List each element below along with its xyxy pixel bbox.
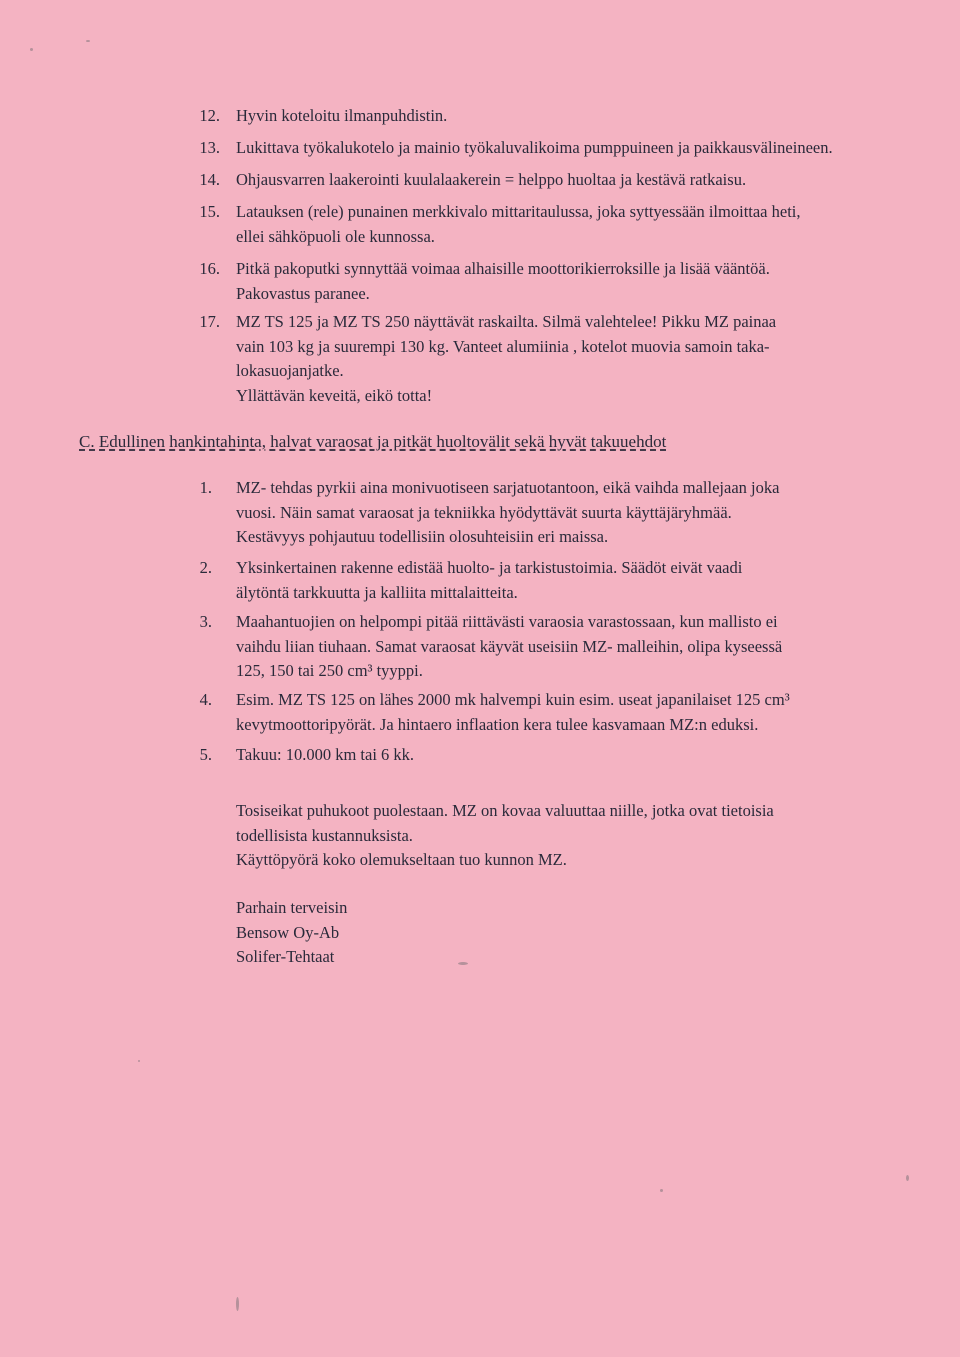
item-number: 2.	[199, 558, 212, 577]
item-line: 125, 150 tai 250 cm³ tyyppi.	[236, 661, 423, 680]
item-line: Kestävyys pohjautuu todellisiin olosuhteisiin eri maissa.	[236, 527, 609, 546]
item-text	[236, 168, 926, 193]
item-line: lokasuojanjatke.	[236, 361, 344, 380]
closing-paragraph	[236, 799, 774, 873]
item-line: Maahantuojien on helpompi pitää riittävästi varaosia varastossaan, kun mallisto ei	[236, 612, 778, 631]
item-number: 4.	[199, 690, 212, 709]
item-line: Pitkä pakoputki synnyttää voimaa alhaisille moottorikierroksille ja lisää vääntöä.	[236, 259, 770, 278]
item-text	[236, 310, 926, 408]
item-line: Esim. MZ TS 125 on lähes 2000 mk halvempi kuin esim. useat japanilaiset 125 cm³	[236, 690, 790, 709]
signature-line: Bensow Oy-Ab	[236, 922, 340, 942]
item-line: Yllättävän keveitä, eikö totta!	[236, 385, 433, 405]
paper-speck	[86, 40, 90, 42]
item-line: älytöntä tarkkuutta ja kalliita mittalaitteita.	[236, 582, 518, 602]
item-text	[236, 743, 926, 768]
item-number: 5.	[199, 745, 212, 764]
item-text	[236, 556, 926, 605]
item-line: MZ- tehdas pyrkii aina monivuotiseen sarjatuotantoon, eikä vaihda mallejaan joka	[236, 478, 780, 497]
item-text	[236, 610, 926, 684]
section-heading: C. Edullinen hankintahinta, halvat varaosat ja pitkät huoltovälit sekä hyvät takuuehdot	[79, 432, 667, 451]
item-number: 16.	[199, 259, 220, 278]
item-text	[236, 688, 926, 737]
item-text	[236, 104, 926, 129]
item-line: vain 103 kg ja suurempi 130 kg. Vanteet alumiinia , kotelot muovia samoin taka-	[236, 336, 770, 356]
item-line: Lukittava työkalukotelo ja mainio työkaluvalikoima pumppuineen ja paikkausvälineineen.	[236, 138, 833, 157]
item-text	[236, 200, 926, 249]
item-line: ellei sähköpuoli ole kunnossa.	[236, 226, 435, 246]
item-line: Latauksen (rele) punainen merkkivalo mittaritaulussa, joka syttyessään ilmoittaa heti,	[236, 202, 801, 221]
signature-block	[236, 896, 347, 970]
item-text	[236, 136, 926, 161]
paper-speck	[30, 48, 33, 51]
paper-speck	[660, 1189, 663, 1192]
signature-line: Solifer-Tehtaat	[236, 947, 335, 966]
paper-speck	[138, 1060, 140, 1062]
closing-line: todellisista kustannuksista.	[236, 825, 413, 845]
item-text	[236, 257, 926, 306]
item-number: 14.	[199, 170, 220, 189]
item-number: 3.	[199, 612, 212, 631]
item-line: kevytmoottoripyörät. Ja hintaero inflaation kera tulee kasvamaan MZ:n eduksi.	[236, 714, 759, 734]
item-line: vaihdu liian tiuhaan. Samat varaosat käyvät useisiin MZ- malleihin, olipa kyseessä	[236, 636, 783, 656]
item-line: Takuu: 10.000 km tai 6 kk.	[236, 745, 415, 764]
closing-line: Käyttöpyörä koko olemukseltaan tuo kunnon MZ.	[236, 850, 567, 869]
item-number: 13.	[199, 138, 220, 157]
paper-speck	[906, 1175, 909, 1181]
item-number: 12.	[199, 106, 220, 125]
signature-line: Parhain terveisin	[236, 898, 348, 917]
item-line: Ohjausvarren laakerointi kuulalaakerein = helppo huoltaa ja kestävä ratkaisu.	[236, 170, 747, 189]
item-line: Hyvin koteloitu ilmanpuhdistin.	[236, 106, 448, 125]
item-line: MZ TS 125 ja MZ TS 250 näyttävät raskailta. Silmä valehtelee! Pikku MZ painaa	[236, 312, 777, 331]
item-line: Pakovastus paranee.	[236, 283, 370, 303]
paper-speck	[458, 962, 468, 965]
item-line: vuosi. Näin samat varaosat ja tekniikka hyödyttävät suurta käyttäjäryhmää.	[236, 502, 732, 522]
closing-line: Tosiseikat puhukoot puolestaan. MZ on kovaa valuuttaa niille, jotka ovat tietoisia	[236, 801, 774, 820]
item-number: 17.	[199, 312, 220, 331]
item-number: 15.	[199, 202, 220, 221]
item-text	[236, 476, 926, 550]
item-line: Yksinkertainen rakenne edistää huolto- ja tarkistustoimia. Säädöt eivät vaadi	[236, 558, 743, 577]
item-number: 1.	[199, 478, 212, 497]
paper-speck	[236, 1297, 239, 1311]
